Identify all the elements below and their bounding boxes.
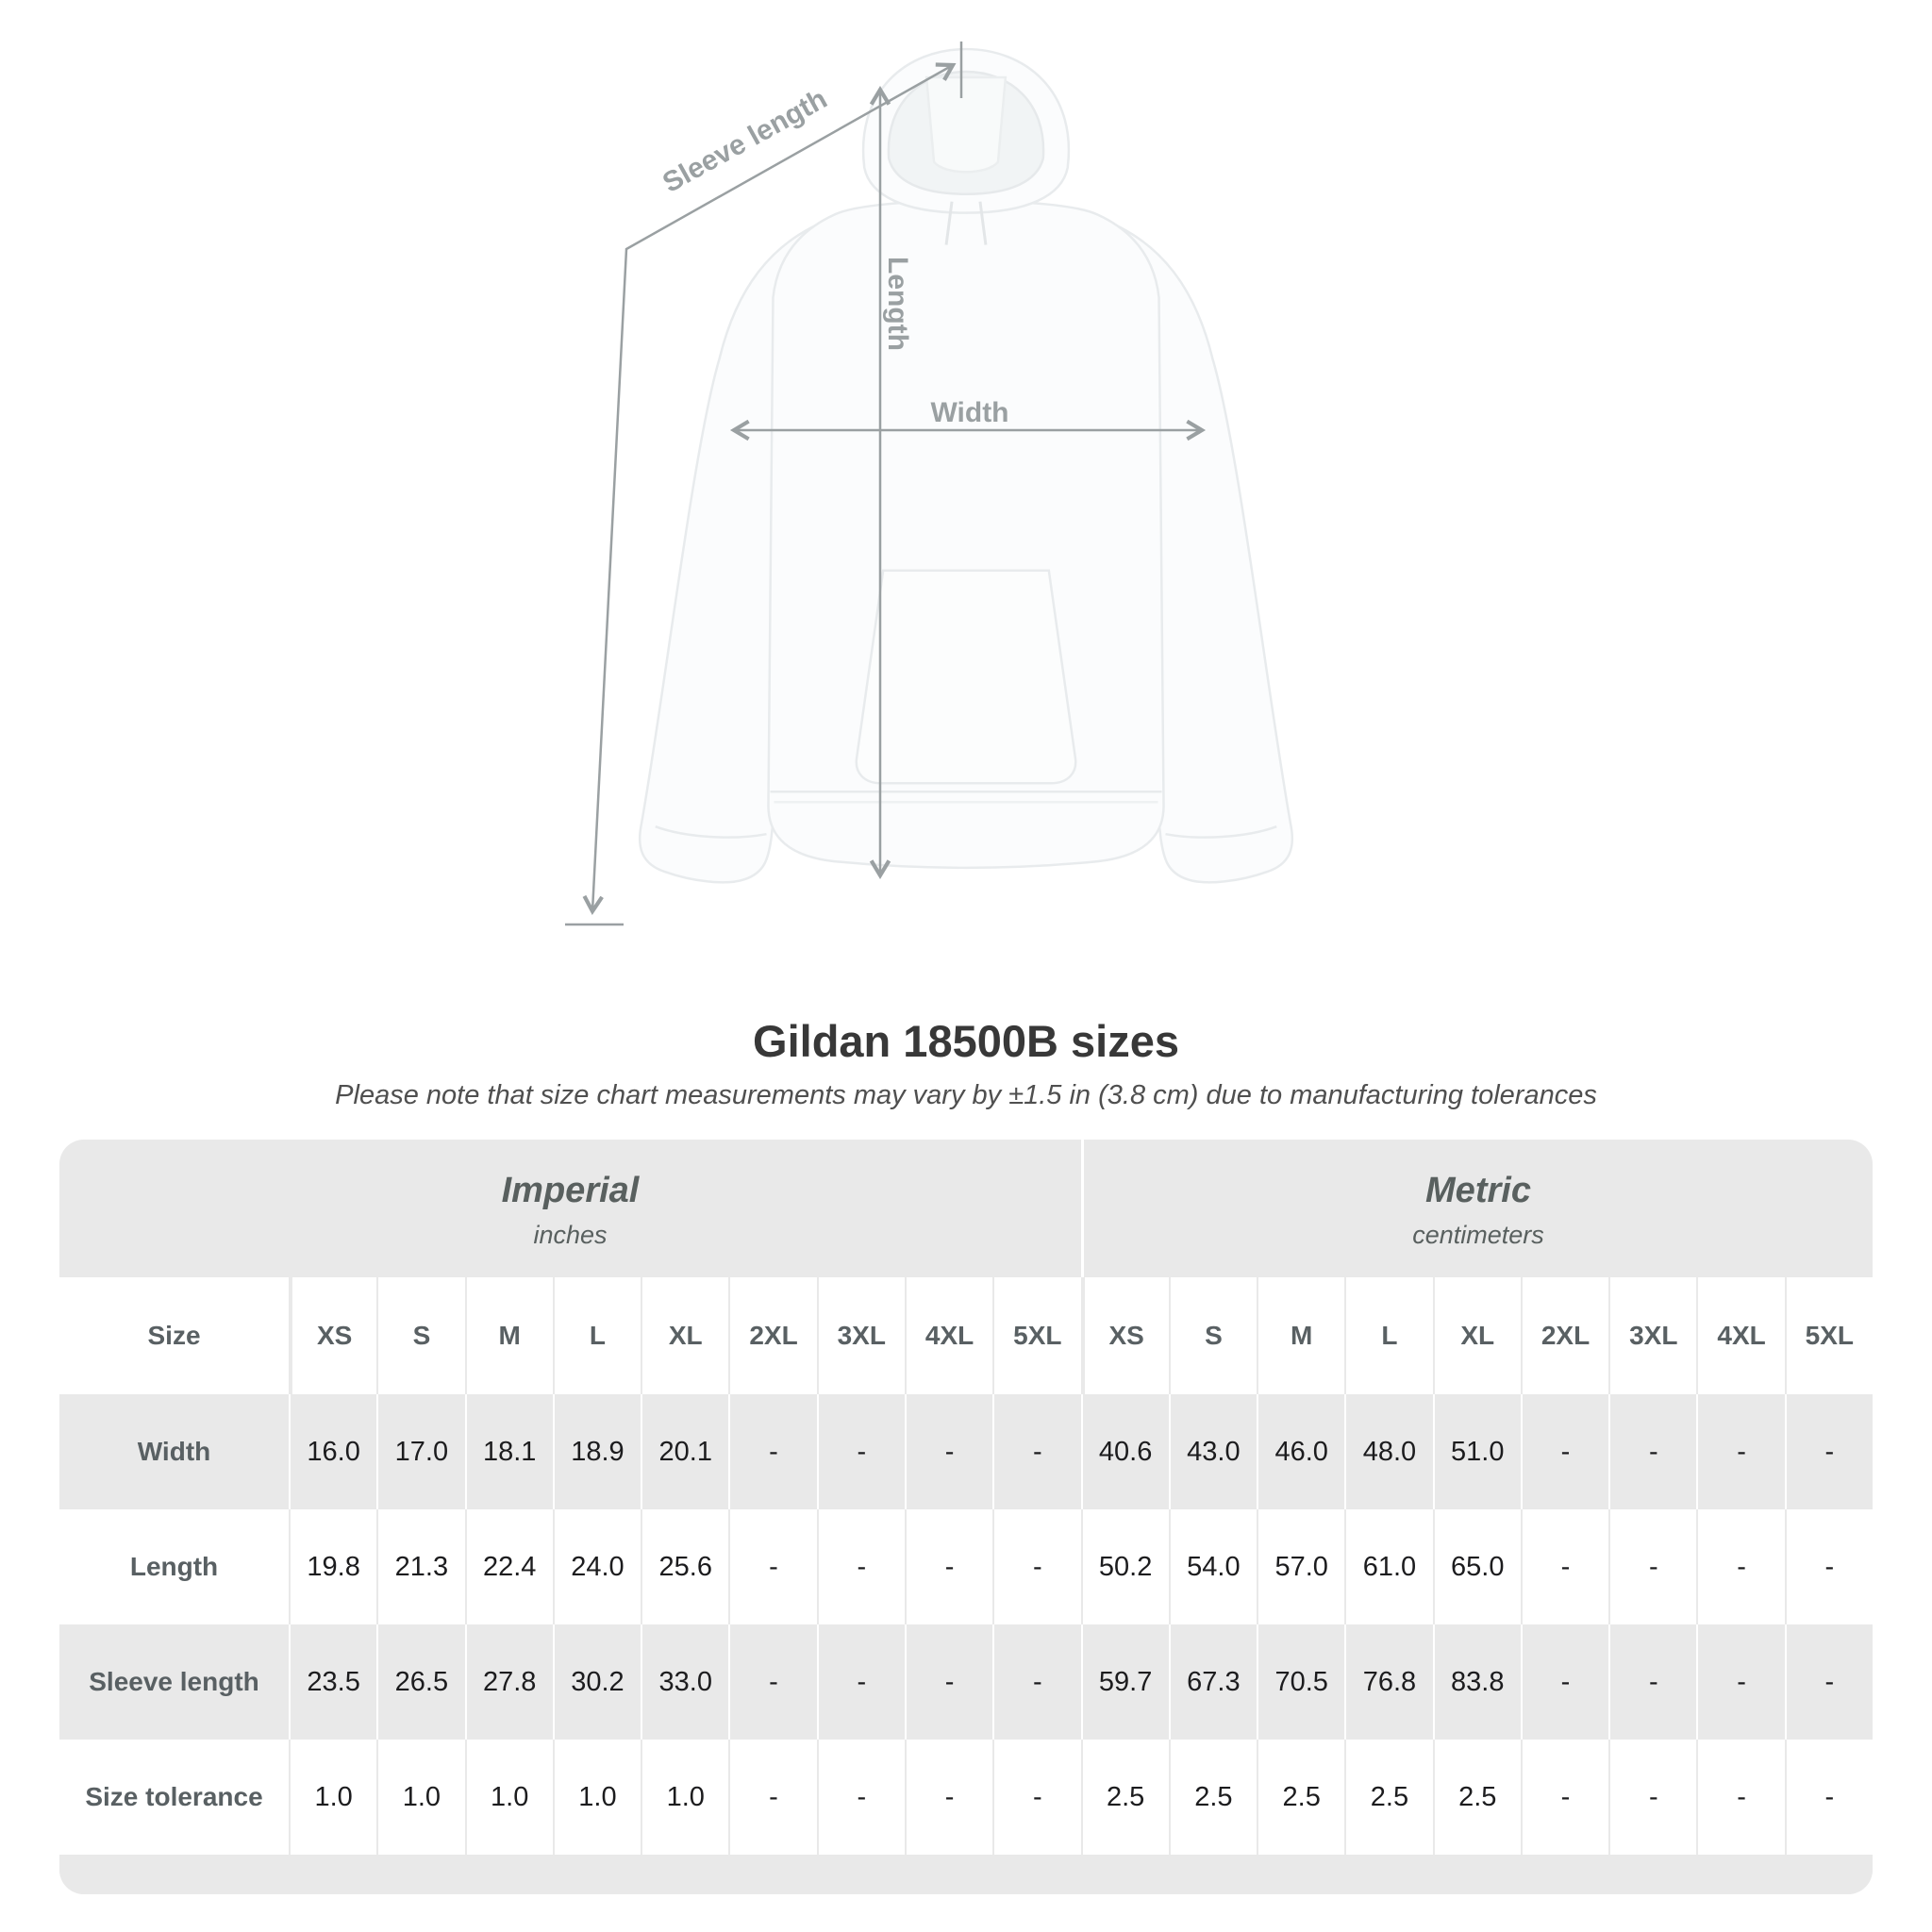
value-cell: - [905, 1394, 992, 1509]
size-col-header: 4XL [905, 1277, 992, 1394]
value-cell: - [1785, 1624, 1873, 1740]
value-cell: - [1608, 1624, 1696, 1740]
value-cell: - [1521, 1740, 1608, 1855]
value-cell: 43.0 [1169, 1394, 1257, 1509]
size-header-label: Size [59, 1277, 289, 1394]
value-cell: 48.0 [1344, 1394, 1432, 1509]
value-cell: - [817, 1394, 905, 1509]
value-cell: 18.9 [553, 1394, 641, 1509]
value-cell: 59.7 [1081, 1624, 1169, 1740]
value-cell: - [728, 1509, 816, 1624]
value-cell: 2.5 [1081, 1740, 1169, 1855]
table-row [59, 1624, 1873, 1740]
value-cell: 22.4 [465, 1509, 553, 1624]
value-cell: 65.0 [1433, 1509, 1521, 1624]
value-cell: 30.2 [553, 1624, 641, 1740]
value-cell: 20.1 [641, 1394, 728, 1509]
value-cell: 24.0 [553, 1509, 641, 1624]
row-label: Width [137, 1437, 211, 1466]
size-col-header: XS [1081, 1277, 1169, 1394]
value-cell: - [905, 1509, 992, 1624]
value-cell: - [1608, 1394, 1696, 1509]
value-cell: - [1608, 1740, 1696, 1855]
value-cell: 1.0 [553, 1740, 641, 1855]
value-cell: 61.0 [1344, 1509, 1432, 1624]
value-cell: - [1696, 1394, 1784, 1509]
value-cell: 16.0 [289, 1394, 376, 1509]
value-cell: 54.0 [1169, 1509, 1257, 1624]
size-col-header: 5XL [992, 1277, 1080, 1394]
value-cell: - [1696, 1509, 1784, 1624]
value-cell: 17.0 [376, 1394, 464, 1509]
width-label: Width [930, 397, 1009, 428]
value-cell: - [905, 1740, 992, 1855]
table-row [59, 1509, 1873, 1624]
page-title: Gildan 18500B sizes [753, 1016, 1179, 1066]
size-col-header: S [1169, 1277, 1257, 1394]
sleeve-length-label: Sleeve length [658, 83, 833, 199]
sleeve-length-line [592, 65, 953, 911]
value-cell: 2.5 [1169, 1740, 1257, 1855]
value-cell: - [1785, 1509, 1873, 1624]
row-label: Size tolerance [59, 1740, 289, 1855]
value-cell: 2.5 [1433, 1740, 1521, 1855]
page-subtitle: Please note that size chart measurements may vary by ±1.5 in (3.8 cm) due to manufacturing tolerances [335, 1080, 1597, 1110]
value-cell: 70.5 [1257, 1624, 1344, 1740]
table-row [59, 1394, 1873, 1509]
value-cell: - [1521, 1509, 1608, 1624]
metric-group-units: centimeters [1412, 1221, 1544, 1249]
value-cell: - [992, 1394, 1080, 1509]
size-col-header: XL [641, 1277, 728, 1394]
value-cell: 1.0 [289, 1740, 376, 1855]
size-col-header: 2XL [728, 1277, 816, 1394]
value-cell: 27.8 [465, 1624, 553, 1740]
value-cell: - [1696, 1624, 1784, 1740]
value-cell: 76.8 [1344, 1624, 1432, 1740]
row-label: Length [59, 1509, 289, 1624]
value-cell: 21.3 [376, 1509, 464, 1624]
table-body [59, 1394, 1873, 1855]
value-cell: 57.0 [1257, 1509, 1344, 1624]
value-cell: 1.0 [641, 1740, 728, 1855]
row-label: Sleeve length [89, 1667, 259, 1696]
value-cell: 40.6 [1081, 1394, 1169, 1509]
size-col-header: XL [1433, 1277, 1521, 1394]
metric-group-header [1081, 1140, 1873, 1277]
value-cell: - [1608, 1509, 1696, 1624]
length-label: Length [882, 257, 913, 351]
value-cell: - [1521, 1394, 1608, 1509]
value-cell: - [1785, 1394, 1873, 1509]
size-col-header: 5XL [1785, 1277, 1873, 1394]
value-cell: - [992, 1740, 1080, 1855]
size-header-row [59, 1277, 1873, 1394]
value-cell: - [728, 1740, 816, 1855]
value-cell: 2.5 [1257, 1740, 1344, 1855]
value-cell: 2.5 [1344, 1740, 1432, 1855]
size-col-header: M [1257, 1277, 1344, 1394]
value-cell: 1.0 [376, 1740, 464, 1855]
table-group-header [59, 1140, 1873, 1277]
value-cell: - [728, 1624, 816, 1740]
value-cell: - [817, 1509, 905, 1624]
metric-group-title: Metric [1425, 1171, 1531, 1210]
value-cell: 33.0 [641, 1624, 728, 1740]
size-col-header: 2XL [1521, 1277, 1608, 1394]
value-cell: - [1521, 1624, 1608, 1740]
value-cell: 18.1 [465, 1394, 553, 1509]
value-cell: - [817, 1740, 905, 1855]
value-cell: 1.0 [465, 1740, 553, 1855]
size-col-header: XS [289, 1277, 376, 1394]
size-table [59, 1140, 1873, 1894]
imperial-group-header [59, 1140, 1081, 1277]
value-cell: - [1696, 1740, 1784, 1855]
size-col-header: S [376, 1277, 464, 1394]
value-cell: 67.3 [1169, 1624, 1257, 1740]
value-cell: 50.2 [1081, 1509, 1169, 1624]
value-cell: 25.6 [641, 1509, 728, 1624]
value-cell: 19.8 [289, 1509, 376, 1624]
size-col-header: 3XL [817, 1277, 905, 1394]
value-cell: 26.5 [376, 1624, 464, 1740]
imperial-group-title: Imperial [501, 1171, 640, 1210]
imperial-group-units: inches [533, 1221, 608, 1249]
value-cell: 23.5 [289, 1624, 376, 1740]
size-col-header: 3XL [1608, 1277, 1696, 1394]
size-col-header: 4XL [1696, 1277, 1784, 1394]
value-cell: 51.0 [1433, 1394, 1521, 1509]
size-col-header: M [465, 1277, 553, 1394]
value-cell: 83.8 [1433, 1624, 1521, 1740]
value-cell: 46.0 [1257, 1394, 1344, 1509]
size-col-header: L [553, 1277, 641, 1394]
value-cell: - [817, 1624, 905, 1740]
value-cell: - [728, 1394, 816, 1509]
value-cell: - [905, 1624, 992, 1740]
value-cell: - [992, 1509, 1080, 1624]
table-row [59, 1740, 1873, 1855]
size-col-header: L [1344, 1277, 1432, 1394]
table-footer [59, 1855, 1873, 1894]
value-cell: - [1785, 1740, 1873, 1855]
value-cell: - [992, 1624, 1080, 1740]
